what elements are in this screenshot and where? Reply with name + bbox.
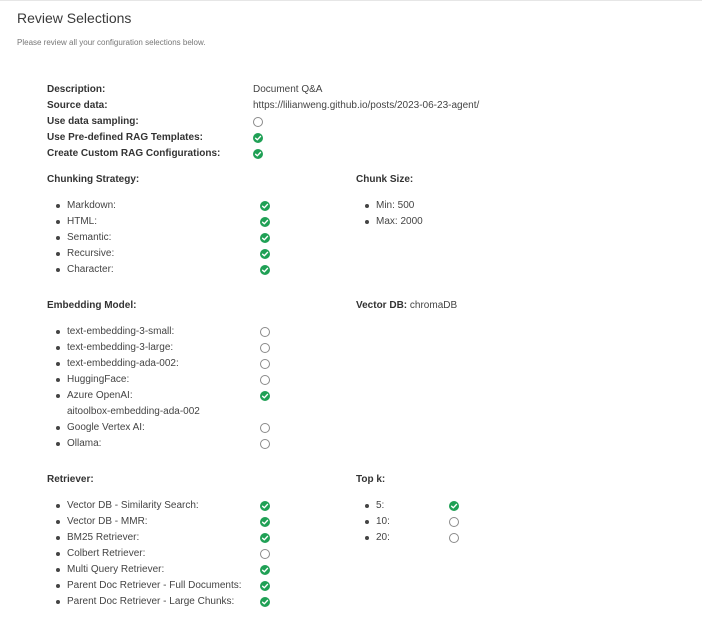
embedding-item: text-embedding-3-large: (67, 342, 174, 353)
bullet-dot (56, 204, 60, 208)
check-circle-icon (253, 133, 263, 143)
retriever-heading: Retriever: (47, 474, 94, 485)
bullet-dot (56, 220, 60, 224)
chunk-size-item: Min: 500 (376, 200, 415, 211)
embedding-item: Ollama: (67, 438, 102, 449)
data-sampling-label: Use data sampling: (47, 116, 139, 127)
bullet-dot (56, 600, 60, 604)
embedding-item: text-embedding-3-small: (67, 326, 175, 337)
description-label: Description: (47, 84, 106, 95)
embedding-model-heading: Embedding Model: (47, 300, 137, 311)
embedding-item-detail: aitoolbox-embedding-ada-002 (67, 406, 200, 417)
bullet-dot (365, 520, 369, 524)
source-data-label: Source data: (47, 100, 108, 111)
vector-db-value: chromaDB (409, 300, 458, 311)
embedding-item: Azure OpenAI: (67, 390, 133, 401)
chunking-item: Character: (67, 264, 114, 275)
retriever-item: Multi Query Retriever: (67, 564, 165, 575)
check-circle-icon (253, 149, 263, 159)
bullet-dot (365, 220, 369, 224)
empty-circle-icon (449, 533, 459, 543)
chunking-strategy-heading: Chunking Strategy: (47, 174, 140, 185)
top-k-item: 10: (376, 516, 390, 527)
bullet-dot (56, 394, 60, 398)
empty-circle-icon (253, 117, 263, 127)
empty-circle-icon (260, 549, 270, 559)
check-circle-icon (260, 391, 270, 401)
retriever-item: Parent Doc Retriever - Large Chunks: (67, 596, 235, 607)
check-circle-icon (260, 533, 270, 543)
vector-db-info (356, 300, 457, 311)
check-circle-icon (260, 581, 270, 591)
check-circle-icon (260, 517, 270, 527)
empty-circle-icon (260, 375, 270, 385)
retriever-item: Vector DB - Similarity Search: (67, 500, 199, 511)
bullet-dot (56, 362, 60, 366)
predefined-templates-label: Use Pre-defined RAG Templates: (47, 132, 203, 143)
retriever-item: Colbert Retriever: (67, 548, 146, 559)
check-circle-icon (260, 501, 270, 511)
bullet-dot (56, 268, 60, 272)
bullet-dot (365, 536, 369, 540)
top-divider (0, 0, 702, 1)
top-k-item: 20: (376, 532, 390, 543)
bullet-dot (365, 504, 369, 508)
retriever-item: Parent Doc Retriever - Full Documents: (67, 580, 242, 591)
bullet-dot (56, 378, 60, 382)
description-value: Document Q&A (253, 84, 323, 95)
top-k-heading: Top k: (356, 474, 386, 485)
bullet-dot (56, 536, 60, 540)
embedding-item: HuggingFace: (67, 374, 130, 385)
check-circle-icon (260, 201, 270, 211)
page-subtitle: Please review all your configuration selections below. (17, 38, 206, 47)
bullet-dot (56, 520, 60, 524)
check-circle-icon (260, 265, 270, 275)
bullet-dot (56, 504, 60, 508)
chunking-item: Recursive: (67, 248, 115, 259)
retriever-item: BM25 Retriever: (67, 532, 140, 543)
chunk-size-item: Max: 2000 (376, 216, 423, 227)
check-circle-icon (260, 249, 270, 259)
empty-circle-icon (260, 343, 270, 353)
empty-circle-icon (260, 423, 270, 433)
bullet-dot (56, 330, 60, 334)
bullet-dot (56, 252, 60, 256)
check-circle-icon (260, 565, 270, 575)
check-circle-icon (260, 217, 270, 227)
top-k-item: 5: (376, 500, 385, 511)
chunking-item: Markdown: (67, 200, 116, 211)
embedding-item: text-embedding-ada-002: (67, 358, 179, 369)
custom-configurations-label: Create Custom RAG Configurations: (47, 148, 221, 159)
check-circle-icon (449, 501, 459, 511)
page-title: Review Selections (17, 10, 132, 26)
empty-circle-icon (449, 517, 459, 527)
embedding-item: Google Vertex AI: (67, 422, 145, 433)
bullet-dot (56, 442, 60, 446)
check-circle-icon (260, 597, 270, 607)
chunk-size-heading: Chunk Size: (356, 174, 414, 185)
bullet-dot (56, 568, 60, 572)
bullet-dot (365, 204, 369, 208)
bullet-dot (56, 552, 60, 556)
vector-db-label: Vector DB: (356, 300, 408, 311)
empty-circle-icon (260, 439, 270, 449)
empty-circle-icon (260, 327, 270, 337)
chunking-item: Semantic: (67, 232, 112, 243)
bullet-dot (56, 584, 60, 588)
source-data-value: https://lilianweng.github.io/posts/2023-06-23-agent/ (253, 100, 480, 111)
check-circle-icon (260, 233, 270, 243)
empty-circle-icon (260, 359, 270, 369)
bullet-dot (56, 236, 60, 240)
retriever-item: Vector DB - MMR: (67, 516, 148, 527)
chunking-item: HTML: (67, 216, 97, 227)
bullet-dot (56, 426, 60, 430)
bullet-dot (56, 346, 60, 350)
